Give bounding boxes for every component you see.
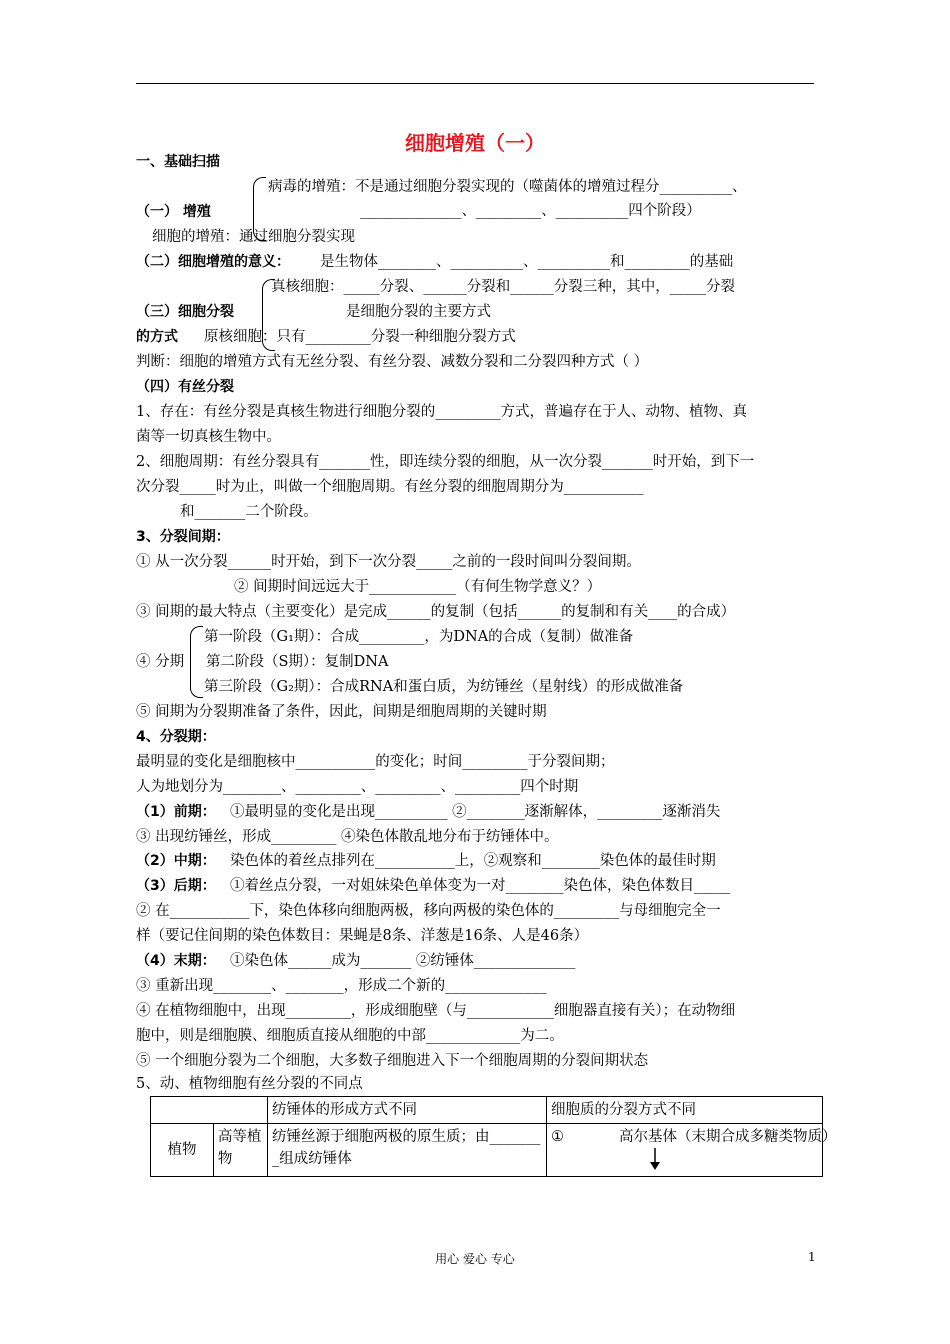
text-line: 第三阶段（G₂期）：合成RNA和蛋白质，为纺锤丝（星射线）的形成做准备 bbox=[204, 679, 684, 695]
text-line: ④ 在植物细胞中，出现_________，形成细胞壁（与____________细胞器直接有关）；在动物细 bbox=[136, 1003, 736, 1019]
subheading: （二）细胞增殖的意义： bbox=[136, 254, 290, 270]
text-line: ______________、_________、__________四个阶段） bbox=[360, 203, 701, 219]
table-header-cell bbox=[151, 1097, 268, 1124]
brace-icon bbox=[190, 626, 203, 698]
subheading: （一） 增殖 bbox=[136, 204, 211, 220]
text-line: ④ 分期 bbox=[136, 654, 185, 670]
page-title: 细胞增殖（一） bbox=[405, 131, 545, 155]
table-cell-text: 高尔基体（末期合成多糖类物质） bbox=[619, 1129, 837, 1145]
subheading: （四）有丝分裂 bbox=[136, 379, 234, 395]
comparison-table bbox=[150, 1096, 837, 1177]
text-line: 2、细胞周期：有丝分裂具有_______性，即连续分裂的细胞，从一次分裂_______时开始，到下一 bbox=[136, 454, 755, 470]
text-line: ①着丝点分裂，一对姐妹染色单体变为一对________染色体，染色体数目_____ bbox=[230, 878, 731, 894]
text-line: 人为地划分为________、_________、_________、_________四个时期 bbox=[136, 779, 579, 795]
text-line: ② 间期时间远远大于____________（有何生物学意义？） bbox=[234, 579, 602, 595]
text-line: ①染色体______成为_______ ②纺锤体______________ bbox=[230, 953, 576, 969]
text-line: 胞中，则是细胞膜、细胞质直接从细胞的中部_____________为二。 bbox=[136, 1028, 564, 1044]
text-line: ② 在___________下，染色体移向细胞两极，移向两极的染色体的_________与母细胞完全一 bbox=[136, 903, 721, 919]
subheading: （3）后期： bbox=[136, 878, 216, 894]
text-line: 是生物体________、__________、__________和_________的基础 bbox=[320, 254, 734, 270]
text-line: 真核细胞：_____分裂、______分裂和______分裂三种，其中，_____分裂 bbox=[271, 279, 735, 295]
subheading: 的方式 bbox=[136, 329, 178, 345]
item-number: ① bbox=[551, 1129, 564, 1145]
text-line: 样（要记住间期的染色体数目：果蝇是8条、洋葱是16条、人是46条） bbox=[136, 928, 589, 944]
table-row bbox=[151, 1097, 823, 1124]
down-arrow-icon bbox=[649, 1148, 661, 1170]
subheading: （4）末期： bbox=[136, 953, 216, 969]
text-line: ③ 间期的最大特点（主要变化）是完成______的复制（包括______的复制和有关____的合成） bbox=[136, 604, 736, 620]
text-line: 细胞的增殖：通过细胞分裂实现 bbox=[152, 229, 355, 245]
text-line: 判断：细胞的增殖方式有无丝分裂、有丝分裂、减数分裂和二分裂四种方式（ ） bbox=[136, 354, 649, 370]
text-line: ① 从一次分裂______时开始，到下一次分裂_____之前的一段时间叫分裂间期。 bbox=[136, 554, 641, 570]
subheading: （三）细胞分裂 bbox=[136, 304, 234, 320]
text-line: ⑤ 一个细胞分裂为二个细胞，大多数子细胞进入下一个细胞周期的分裂间期状态 bbox=[136, 1053, 649, 1069]
table-cell bbox=[547, 1124, 837, 1177]
subheading: （1）前期： bbox=[136, 804, 216, 820]
page-number: 1 bbox=[808, 1250, 816, 1264]
text-line: 染色体的着丝点排列在___________上，②观察和________染色体的最佳时期 bbox=[230, 853, 716, 869]
text-line: 最明显的变化是细胞核中___________的变化；时间_________于分裂间期； bbox=[136, 754, 615, 770]
text-line: 次分裂_____时为止，叫做一个细胞周期。有丝分裂的细胞周期分为___________ bbox=[136, 479, 644, 495]
table-cell: 植物 bbox=[151, 1124, 214, 1177]
subheading: （2）中期： bbox=[136, 853, 216, 869]
text-line: 和_______二个阶段。 bbox=[180, 504, 318, 520]
text-line: 第二阶段（S期）：复制DNA bbox=[206, 654, 389, 670]
text-line: 原核细胞：只有_________分裂一种细胞分裂方式 bbox=[204, 329, 516, 345]
table-cell: 纺锤丝源于细胞两极的原生质；由________组成纺锤体 bbox=[268, 1124, 547, 1177]
text-line: ①最明显的变化是出现__________ ②________逐渐解体，_________逐渐消失 bbox=[230, 804, 721, 820]
subheading: 4、分裂期： bbox=[136, 729, 216, 745]
table-cell: 高等植物 bbox=[213, 1124, 267, 1177]
text-line: 第一阶段（G₁期）：合成_________，为DNA的合成（复制）做准备 bbox=[204, 629, 634, 645]
section-heading: 一、基础扫描 bbox=[136, 154, 220, 170]
table-header-cell: 细胞质的分裂方式不同 bbox=[547, 1097, 823, 1124]
text-line: ⑤ 间期为分裂期准备了条件，因此，间期是细胞周期的关键时期 bbox=[136, 704, 547, 720]
header-rule bbox=[136, 83, 814, 84]
text-line: 菌等一切真核生物中。 bbox=[136, 429, 281, 445]
text-line: 是细胞分裂的主要方式 bbox=[346, 304, 491, 320]
text-line: ③ 出现纺锤丝，形成_________ ④染色体散乱地分布于纺锤体中。 bbox=[136, 829, 559, 845]
text-line: ③ 重新出现________、________，形成二个新的______________ bbox=[136, 978, 547, 994]
text-line: 病毒的增殖：不是通过细胞分裂实现的（噬菌体的增殖过程分__________、 bbox=[268, 179, 747, 195]
text-line: 5、动、植物细胞有丝分裂的不同点 bbox=[136, 1076, 363, 1092]
table-header-cell: 纺锤体的形成方式不同 bbox=[268, 1097, 547, 1124]
page-footer: 用心 爱心 专心 bbox=[435, 1252, 515, 1266]
text-line: 1、存在：有丝分裂是真核生物进行细胞分裂的_________方式，普遍存在于人、动物、植物、真 bbox=[136, 404, 747, 420]
table-row bbox=[151, 1124, 823, 1177]
subheading: 3、分裂间期： bbox=[136, 529, 230, 545]
